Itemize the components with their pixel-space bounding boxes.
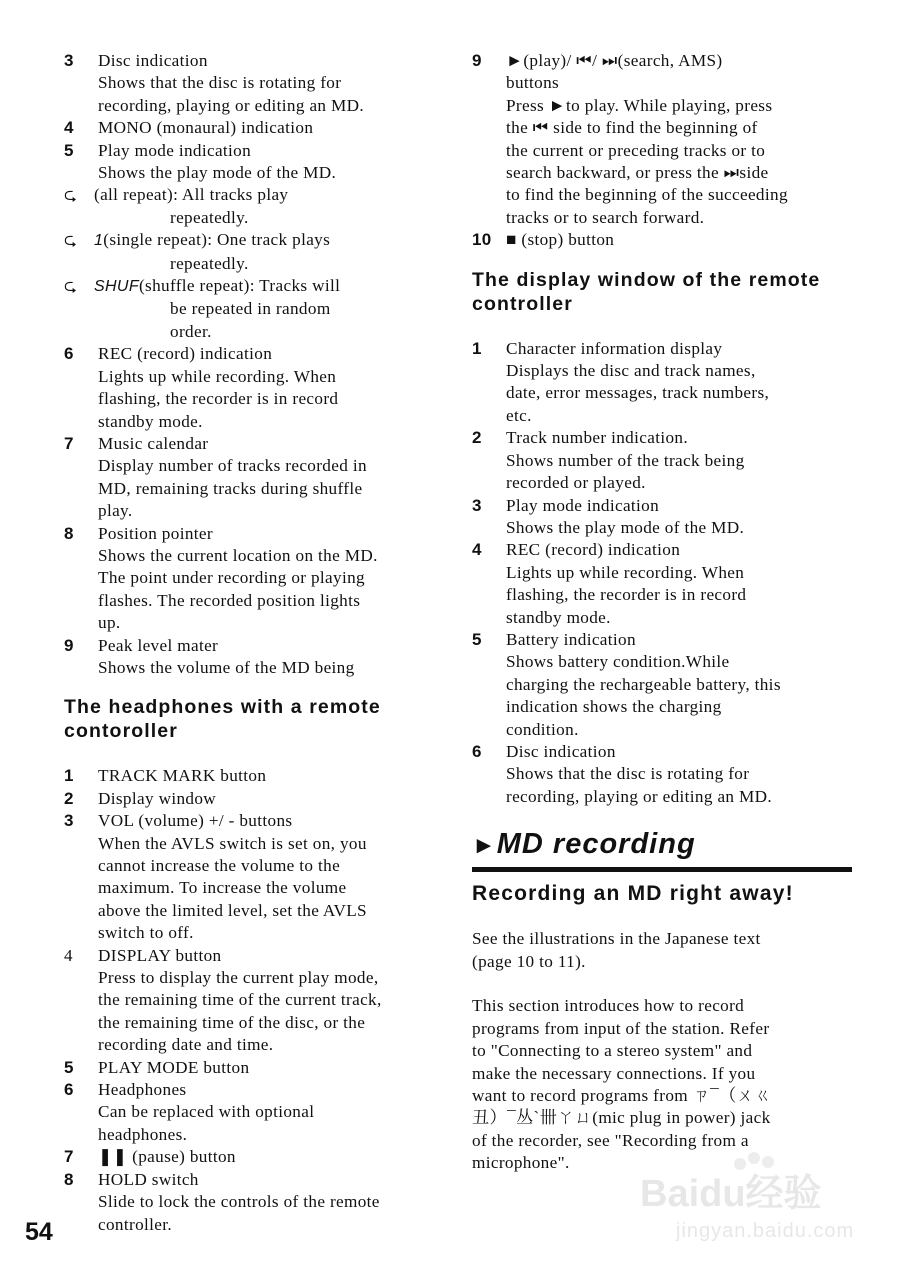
list-item xyxy=(472,50,852,229)
item-text-line: search backward, or press the ⏭side xyxy=(506,163,769,183)
display-window-heading xyxy=(472,268,852,316)
display-window-item-list xyxy=(472,338,852,809)
item-text-line: Shows the play mode of the MD. xyxy=(506,517,745,537)
item-text-line: Disc indication xyxy=(98,51,208,70)
item-text-line: Shows the current location on the MD. xyxy=(98,545,378,565)
item-text-line: to find the beginning of the succeeding xyxy=(506,185,788,205)
list-item xyxy=(64,1057,434,1079)
page-number: 54 xyxy=(25,1218,53,1246)
item-number: 9 xyxy=(64,635,74,655)
paragraph-line: of the recorder, see "Recording from a xyxy=(472,1130,749,1150)
item-text-line: the ⏮ side to find the beginning of xyxy=(506,118,758,138)
item-text-line: Lights up while recording. When xyxy=(506,562,745,582)
item-text-line: indication shows the charging xyxy=(506,697,722,717)
item-text-line: Press to display the current play mode, xyxy=(98,968,379,988)
item-text-line: maximum. To increase the volume xyxy=(98,878,347,898)
section-title-text: MD recording xyxy=(496,828,696,861)
item-number: 3 xyxy=(64,51,74,70)
paragraph-line: See the illustrations in the Japanese text xyxy=(472,929,761,949)
item-number: 9 xyxy=(472,51,482,70)
item-text-line: The point under recording or playing xyxy=(98,568,365,588)
item-text-line: Headphones xyxy=(98,1080,187,1100)
list-item xyxy=(64,343,434,433)
repeat-mode-text: (single repeat): One track plays xyxy=(103,230,331,250)
repeat-mode-item xyxy=(64,275,434,343)
item-number: 3 xyxy=(64,811,74,831)
subsection-title: Recording an MD right away! xyxy=(472,882,794,906)
paragraph-line: to "Connecting to a stereo system" and xyxy=(472,1041,753,1061)
item-text-line: Slide to lock the controls of the remote xyxy=(98,1192,380,1212)
item-text-line: ❚❚ (pause) button xyxy=(98,1147,236,1167)
watermark xyxy=(640,1150,860,1260)
headphones-item-list xyxy=(64,765,434,1236)
item-number: 8 xyxy=(64,1169,74,1189)
list-item xyxy=(64,117,434,139)
list-item xyxy=(64,433,434,523)
item-text-line: Displays the disc and track names, xyxy=(506,361,756,381)
list-item xyxy=(64,1169,434,1236)
repeat-mark: SHUF xyxy=(94,278,139,296)
item-number: 6 xyxy=(64,1080,74,1100)
item-text-line: cannot increase the volume to the xyxy=(98,856,341,875)
item-text-line: flashing, the recorder is in record xyxy=(506,585,747,605)
item-text-line: recording, playing or editing an MD. xyxy=(506,786,773,806)
list-item xyxy=(64,140,434,185)
repeat-icon: ⮎ xyxy=(64,276,78,296)
item-number: 4 xyxy=(64,118,74,138)
paragraph-line: (page 10 to 11). xyxy=(472,951,586,971)
item-text-line: Play mode indication xyxy=(506,495,660,515)
body-paragraphs xyxy=(472,928,852,1174)
repeat-mode-line: order. xyxy=(170,321,212,341)
left-column xyxy=(64,50,434,1236)
list-item xyxy=(472,427,852,494)
repeat-mode-line xyxy=(64,184,434,206)
item-text-line: Play mode indication xyxy=(98,140,252,160)
item-text-line: VOL (volume) +/ - buttons xyxy=(98,811,293,831)
paragraph-line: make the necessary connections. If you xyxy=(472,1063,756,1083)
list-item xyxy=(64,50,434,117)
paragraph-line: programs from input of the station. Refer xyxy=(472,1018,770,1038)
item-text-line: Music calendar xyxy=(98,433,209,453)
play-triangle-icon: ► xyxy=(472,832,497,860)
item-text-line: MD, remaining tracks during shuffle xyxy=(98,478,363,498)
heading-line: The headphones with a remote xyxy=(64,696,381,719)
item-text-line: MONO (monaural) indication xyxy=(98,118,314,138)
item-text-line: Track number indication. xyxy=(506,428,688,448)
paragraph-line: want to record programs from ㄗ¯（ㄨㄍ xyxy=(472,1086,772,1106)
paragraph xyxy=(472,995,852,1174)
item-number: 8 xyxy=(64,523,74,543)
item-text-line: REC (record) indication xyxy=(506,540,681,560)
item-text-line: Shows that the disc is rotating for xyxy=(98,73,342,93)
list-item xyxy=(64,810,434,944)
item-number: 5 xyxy=(472,629,482,649)
item-number: 1 xyxy=(64,766,74,786)
item-number: 5 xyxy=(64,1057,74,1077)
item-text-line: Can be replaced with optional xyxy=(98,1102,315,1122)
item-text-line: Peak level mater xyxy=(98,635,219,655)
heading-line: The display window of the remote xyxy=(472,268,821,291)
left-items-top xyxy=(64,50,434,184)
item-text-line: headphones. xyxy=(98,1124,188,1144)
item-text-line: Position pointer xyxy=(98,523,213,543)
item-text-line: TRACK MARK button xyxy=(98,766,267,786)
item-text-line: buttons xyxy=(506,73,560,93)
item-number: 7 xyxy=(64,1147,74,1167)
list-item xyxy=(472,629,852,741)
item-text-line: recording date and time. xyxy=(98,1035,274,1055)
item-text-line: When the AVLS switch is set on, you xyxy=(98,833,367,853)
item-number: 5 xyxy=(64,140,74,160)
repeat-icon: ⮎ xyxy=(64,185,78,205)
item-text-line: Battery indication xyxy=(506,629,636,649)
item-text-line: the remaining time of the disc, or the xyxy=(98,1012,366,1032)
item-text-line: Shows battery condition.While xyxy=(506,652,730,672)
item-text-line: recorded or played. xyxy=(506,473,646,493)
paragraph xyxy=(472,928,852,973)
item-text-line: controller. xyxy=(98,1214,173,1234)
paragraph-line: 丑）¯丛ˋ卌ㄚㄩ(mic plug in power) jack xyxy=(472,1108,771,1128)
item-text-line: the remaining time of the current track, xyxy=(98,990,382,1010)
list-item xyxy=(64,1146,434,1168)
headphones-heading xyxy=(64,695,434,743)
item-text-line: DISPLAY button xyxy=(98,945,222,965)
item-text-line: Character information display xyxy=(506,338,723,358)
repeat-mode-list xyxy=(64,184,434,343)
item-text-line: play. xyxy=(98,501,133,521)
item-number: 2 xyxy=(64,788,74,808)
item-number: 7 xyxy=(64,433,74,453)
left-items-bottom xyxy=(64,343,434,679)
repeat-mode-text: (all repeat): All tracks play xyxy=(94,185,289,205)
repeat-mode-text: (shuffle repeat): Tracks will xyxy=(138,276,341,296)
item-text-line: HOLD switch xyxy=(98,1169,199,1189)
repeat-mode-line xyxy=(64,229,434,252)
item-text-line: above the limited level, set the AVLS xyxy=(98,900,367,920)
item-text-line: Shows that the disc is rotating for xyxy=(506,764,750,784)
repeat-mode-line: repeatedly. xyxy=(170,253,249,273)
item-text-line: Display window xyxy=(98,788,217,808)
item-text-line: up. xyxy=(98,613,121,633)
repeat-mode-line: be repeated in random xyxy=(170,299,331,319)
item-text-line: PLAY MODE button xyxy=(98,1057,250,1077)
item-text-line: flashing, the recorder is in record xyxy=(98,389,339,409)
item-text-line: etc. xyxy=(506,405,532,425)
item-text-line: Shows the play mode of the MD. xyxy=(98,163,337,183)
repeat-mode-line xyxy=(64,275,434,298)
item-text-line: Press ►to play. While playing, press xyxy=(506,95,773,115)
repeat-mode-line: repeatedly. xyxy=(170,207,249,227)
item-number: 1 xyxy=(472,338,482,358)
list-item xyxy=(472,229,852,251)
item-number: 6 xyxy=(64,344,74,364)
item-text-line: REC (record) indication xyxy=(98,344,273,364)
list-item xyxy=(64,635,434,680)
watermark-url: jingyan.baidu.com xyxy=(676,1220,855,1242)
list-item xyxy=(472,495,852,540)
item-number: 10 xyxy=(472,230,492,250)
item-text-line: standby mode. xyxy=(98,411,203,431)
item-text-line: flashes. The recorded position lights xyxy=(98,590,361,610)
section-title xyxy=(472,828,852,872)
paragraph-line: microphone". xyxy=(472,1153,570,1173)
item-number: 3 xyxy=(472,495,482,515)
watermark-brand: Baidu经验 xyxy=(640,1173,822,1215)
list-item xyxy=(64,788,434,810)
item-text-line: ■ (stop) button xyxy=(506,230,615,250)
item-number: 2 xyxy=(472,428,482,448)
repeat-mode-item xyxy=(64,229,434,275)
heading-line: controller xyxy=(472,292,573,315)
right-column xyxy=(472,50,852,1175)
paragraph-line: This section introduces how to record xyxy=(472,996,745,1016)
item-number: 4 xyxy=(472,540,482,560)
item-text-line: tracks or to search forward. xyxy=(506,207,705,227)
item-text-line: Shows number of the track being xyxy=(506,450,745,470)
item-text-line: Disc indication xyxy=(506,741,616,761)
list-item xyxy=(472,338,852,428)
item-text-line: the current or preceding tracks or to xyxy=(506,140,766,160)
repeat-icon: ⮎ xyxy=(64,230,78,250)
list-item xyxy=(64,1079,434,1146)
item-text-line: standby mode. xyxy=(506,607,611,627)
item-number: 4 xyxy=(64,945,73,965)
item-text-line: Lights up while recording. When xyxy=(98,366,337,386)
list-item xyxy=(472,539,852,629)
item-text-line: switch to off. xyxy=(98,923,194,943)
list-item xyxy=(472,741,852,808)
heading-line: contoroller xyxy=(64,720,178,743)
item-text-line: date, error messages, track numbers, xyxy=(506,383,770,403)
right-items-top xyxy=(472,50,852,252)
list-item xyxy=(64,765,434,787)
item-text-line: ►(play)/ ⏮/ ⏭(search, AMS) xyxy=(506,51,723,70)
item-text-line: Shows the volume of the MD being xyxy=(98,657,355,677)
item-text-line: Display number of tracks recorded in xyxy=(98,456,367,476)
repeat-mark: 1 xyxy=(94,232,104,250)
item-number: 6 xyxy=(472,741,482,761)
item-text-line: condition. xyxy=(506,719,579,739)
item-text-line: charging the rechargeable battery, this xyxy=(506,674,781,694)
repeat-mode-item xyxy=(64,184,434,229)
list-item xyxy=(64,945,434,1057)
list-item xyxy=(64,523,434,635)
item-text-line: recording, playing or editing an MD. xyxy=(98,95,365,115)
